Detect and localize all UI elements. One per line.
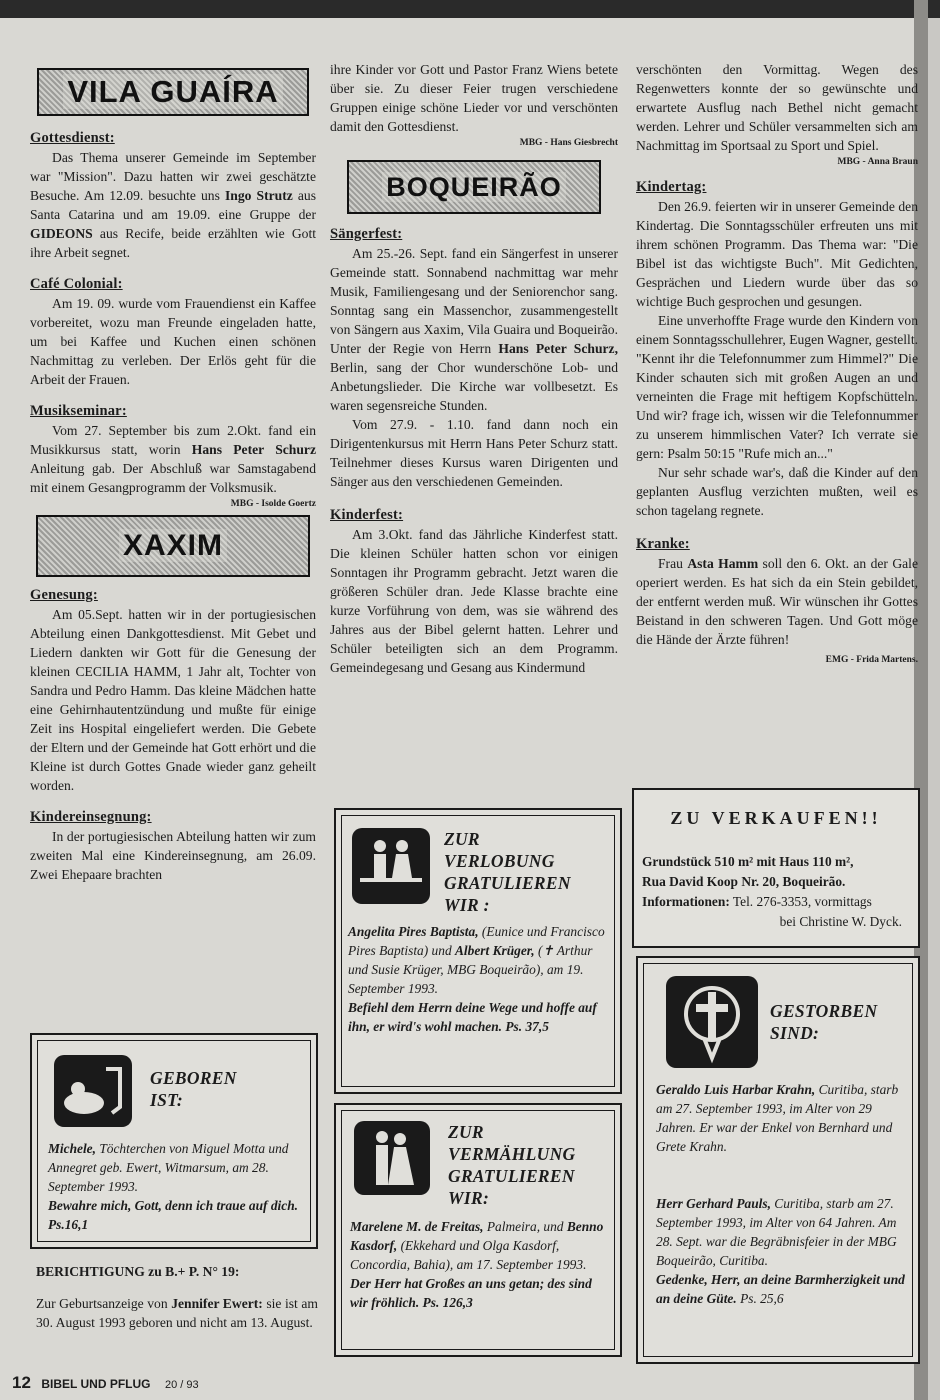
page-number: 12 <box>12 1373 31 1392</box>
boqueirao-banner: BOQUEIRÃO <box>347 160 601 214</box>
column-2 <box>330 60 618 677</box>
cross-wreath-icon <box>666 976 758 1068</box>
signature-goertz: MBG - Isolde Goertz <box>230 499 316 509</box>
top-dark-strip <box>0 0 940 18</box>
vermaehlung-text: Marelene M. de Freitas, Palmeira, und Benno Kasdorf, (Ekkehard und Olga Kasdorf, Concordia, Bahia), am 17. September 1993. Der Herr hat Großes an uns getan; des sind wir fröhlich. Ps. 126,3 <box>350 1219 604 1310</box>
page-footer <box>12 1373 199 1393</box>
gottesdienst-heading: Gottesdienst: <box>30 130 115 146</box>
geboren-text: Michele, Töchterchen von Miguel Motta und Annegret geb. Ewert, Witmarsum, am 28. September 1993. Bewahre mich, Gott, denn ich traue auf dich. Ps.16,1 <box>48 1141 298 1232</box>
verlobung-text: Angelita Pires Baptista, (Eunice und Francisco Pires Baptista) und Albert Krüger, (✝ Arthur und Susie Krüger, MBG Boqueirão), am 19. September 1993. Befiehl dem Herrn deine Wege und hoffe auf ihn, er wird's wohl machen. Ps. 37,5 <box>348 924 605 1034</box>
cafe-heading: Café Colonial: <box>30 276 123 292</box>
gestorben-box <box>636 956 920 1364</box>
dirigentenkursus-text: Vom 27.9. - 1.10. fand dann noch ein Dirigentenkursus mit Herrn Hans Peter Schurz statt. Teilnehmer dieses Kursus waren Dirigenten und Sänger aus den verschiedenen Gemeinden. <box>330 417 618 489</box>
column-1 <box>30 60 316 884</box>
saengerfest-heading: Sängerfest: <box>330 226 403 242</box>
xaxim-banner: XAXIM <box>36 515 310 577</box>
gottesdienst-text: Das Thema unserer Gemeinde im September war "Mission". Dazu hatten wir zwei geschätzte Besuche. Am 12.09. besuchte uns Ingo Strutz aus Santa Catarina und am 19.09. eine Gruppe der GIDEONS aus Recife, beide erzählten wie Gott ihre Arbeit segnet. <box>30 150 316 260</box>
col3-continued-text: verschönten den Vormittag. Wegen des Regenwetters konnte der so gewünschte und erwartete Ausflug nach Bethel nicht gemacht werden. Lehrer und Schüler versammelten sich am Nachmittag im Sportsaal zu Sport und Spiel. <box>636 62 918 153</box>
gestorben-text-2: Herr Gerhard Pauls, Curitiba, starb am 27. September 1993, im Alter von 64 Jahren. Am 28. Sept. war die Begräbnisfeier in der MBG Boqueirão, Curitiba. Gedenke, Herr, an deine Barmherzigkeit und an deine Güte. Ps. 25,6 <box>656 1196 905 1306</box>
kindertag-text-1: Den 26.9. feierten wir in unserer Gemeinde den Kindertag. Die Sonntagsschüler erfreuten uns mit ihrem schönen Programm. Das Thema war: "Die Bibel ist das wichtigste Buch". Mit Gedichten, Gesprächen und Liedern wurde über das so wichtige Buch gesprochen und gesungen. <box>636 199 918 309</box>
baby-cradle-icon <box>54 1055 132 1127</box>
kindereinsegnung-heading: Kindereinsegnung: <box>30 809 152 825</box>
signature-braun: MBG - Anna Braun <box>837 157 918 167</box>
geboren-box <box>30 1033 318 1249</box>
kindertag-text-3: Nur sehr schade war's, daß die Kinder auf den geplanten Ausflug verzichten mußten, weil es schon tagelang regnete. <box>636 465 918 518</box>
couple-bench-icon <box>352 828 430 904</box>
genesung-heading: Genesung: <box>30 587 98 603</box>
kinderfest-heading: Kinderfest: <box>330 507 404 523</box>
verkaufen-title: ZU VERKAUFEN!! <box>670 808 882 828</box>
wedding-couple-icon <box>354 1121 430 1195</box>
geboren-title: GEBOREN IST: <box>150 1068 237 1110</box>
vila-guaira-banner: VILA GUAÍRA <box>37 68 309 116</box>
signature-martens: EMG - Frida Martens. <box>825 655 918 665</box>
gestorben-title: GESTORBEN SIND: <box>770 1001 878 1043</box>
kranke-heading: Kranke: <box>636 536 690 552</box>
issue-number: 20 / 93 <box>164 1379 199 1391</box>
musikseminar-heading: Musikseminar: <box>30 403 127 419</box>
kindertag-heading: Kindertag: <box>636 179 707 195</box>
kinderfest-text: Am 3.Okt. fand das Jährliche Kinderfest statt. Die kleinen Schüler hatten schon vor einigen Sonntagen ihr Programm gebracht. Jetzt waren die größeren Schüler dran. Jede Klasse brachte eine kurze Vorführung von dem, was sie während des Jahres aus der Bibel gelernt hatten. Lehrer und Schüler beteiligten sich an dem Programm. Gemeindegesang und Gesang aus Kindermund <box>330 527 618 675</box>
col2-continued-text: ihre Kinder vor Gott und Pastor Franz Wiens betete über sie. Zu dieser Feier trugen verschiedene Gruppen einige schöne Lieder vor und verschönten damit den Gottesdienst. <box>330 62 618 134</box>
berichtigung-text: Zur Geburtsanzeige von Jennifer Ewert: sie ist am 30. August 1993 geboren und nicht am 13. August. <box>36 1296 318 1330</box>
verkaufen-text: Grundstück 510 m² mit Haus 110 m², Rua David Koop Nr. 20, Boqueirão. Informationen: Tel. 276-3353, vormittags bei Christine W. Dyck. <box>642 854 902 929</box>
kindereinsegnung-text: In der portugiesischen Abteilung hatten wir zum zweiten Mal eine Kindereinsegnung, am 26.09. Zwei Ehepaare brachten <box>30 829 316 882</box>
berichtigung-heading: BERICHTIGUNG zu B.+ P. N° 19: <box>36 1264 240 1279</box>
verlobung-box <box>334 808 622 1094</box>
signature-giesbrecht: MBG - Hans Giesbrecht <box>519 138 618 148</box>
verlobung-title: ZUR VERLOBUNG GRATULIEREN WIR : <box>444 829 571 915</box>
gestorben-text-1: Geraldo Luis Harbar Krahn, Curitiba, starb am 27. September 1993, im Alter von 29 Jahren. Er war der Enkel von Bernhard und Grete Krahn. <box>656 1082 899 1154</box>
berichtigung-section <box>36 1264 318 1332</box>
column-3 <box>636 60 918 671</box>
vermaehlung-box <box>334 1103 622 1357</box>
verkaufen-box <box>632 788 920 948</box>
vermaehlung-title: ZUR VERMÄHLUNG GRATULIEREN WIR: <box>448 1122 576 1208</box>
cafe-text: Am 19. 09. wurde vom Frauendienst ein Kaffee vorbereitet, wozu man Freunde eingeladen hatte, um bei Kaffee und Kuchen einen schönen Nachmittag zu verleben. Der Erlös geht für die Arbeit der Frauen. <box>30 296 316 387</box>
kranke-text: Frau Asta Hamm soll den 6. Okt. an der Gale operiert werden. Es hat sich da ein Stein gebildet, der entfernt werden muß. Wir wünschen ihr Gottes Beistand in den schweren Tagen. Und Gott möge die Hände der Ärzte führen! <box>636 556 918 647</box>
genesung-text: Am 05.Sept. hatten wir in der portugiesischen Abteilung einen Dankgottesdienst. Mit Gebet und Liedern dankten wir Gott für die Genesung der kleinen CECILIA HAMM, 1 Jahr alt, Tochter von Sandra und Pedro Hamm. Das kleine Mädchen hatte eine Gehirnhautentzündung und mußte für einige Zeit ins Hospital eingeliefert werden. Die Gebete der Eltern und der Gemeinde hat Gott erhört und die Kleine ist durch Gottes Gnade wieder ganz geheilt worden. <box>30 607 316 793</box>
musikseminar-text: Vom 27. September bis zum 2.Okt. fand ein Musikkursus statt, worin Hans Peter Schurz Anleitung gab. Der Abschluß war Samstagabend mit einem Gesangprogramm der Volksmusik. <box>30 423 316 495</box>
kindertag-text-2: Eine unverhoffte Frage wurde den Kindern von einem Sonntagsschullehrer, Eugen Wagner, gestellt. "Kennt ihr die Telefonnummer zum Himmel?" Die Kinder schauten sich mit großen Augen an und verneinten die Frage mit heftigem Kopfschütteln. Und wir? frage ich, wissen wir die Telefonnummer zu unserem himmlischen Vater? Ich verrate sie gern: Psalm 50:15 "Rufe mich an..." <box>636 313 918 461</box>
saengerfest-text: Am 25.-26. Sept. fand ein Sängerfest in unserer Gemeinde statt. Sonnabend nachmittag war mehr Musik, Familiengesang und der Seniorenchor sang. Sonntag sang ein Massenchor, zusammengestellt von Sängern aus Xaxim, Vila Guaira und Boqueirão. Unter der Regie von Herrn Hans Peter Schurz, Berlin, sang der Chor wunderschöne Lob- und Anbetungslieder. Die Kirche war vollbesetzt. Es waren segensreiche Stunden. <box>330 246 618 413</box>
publication-name: BIBEL UND PFLUG <box>41 1377 151 1391</box>
